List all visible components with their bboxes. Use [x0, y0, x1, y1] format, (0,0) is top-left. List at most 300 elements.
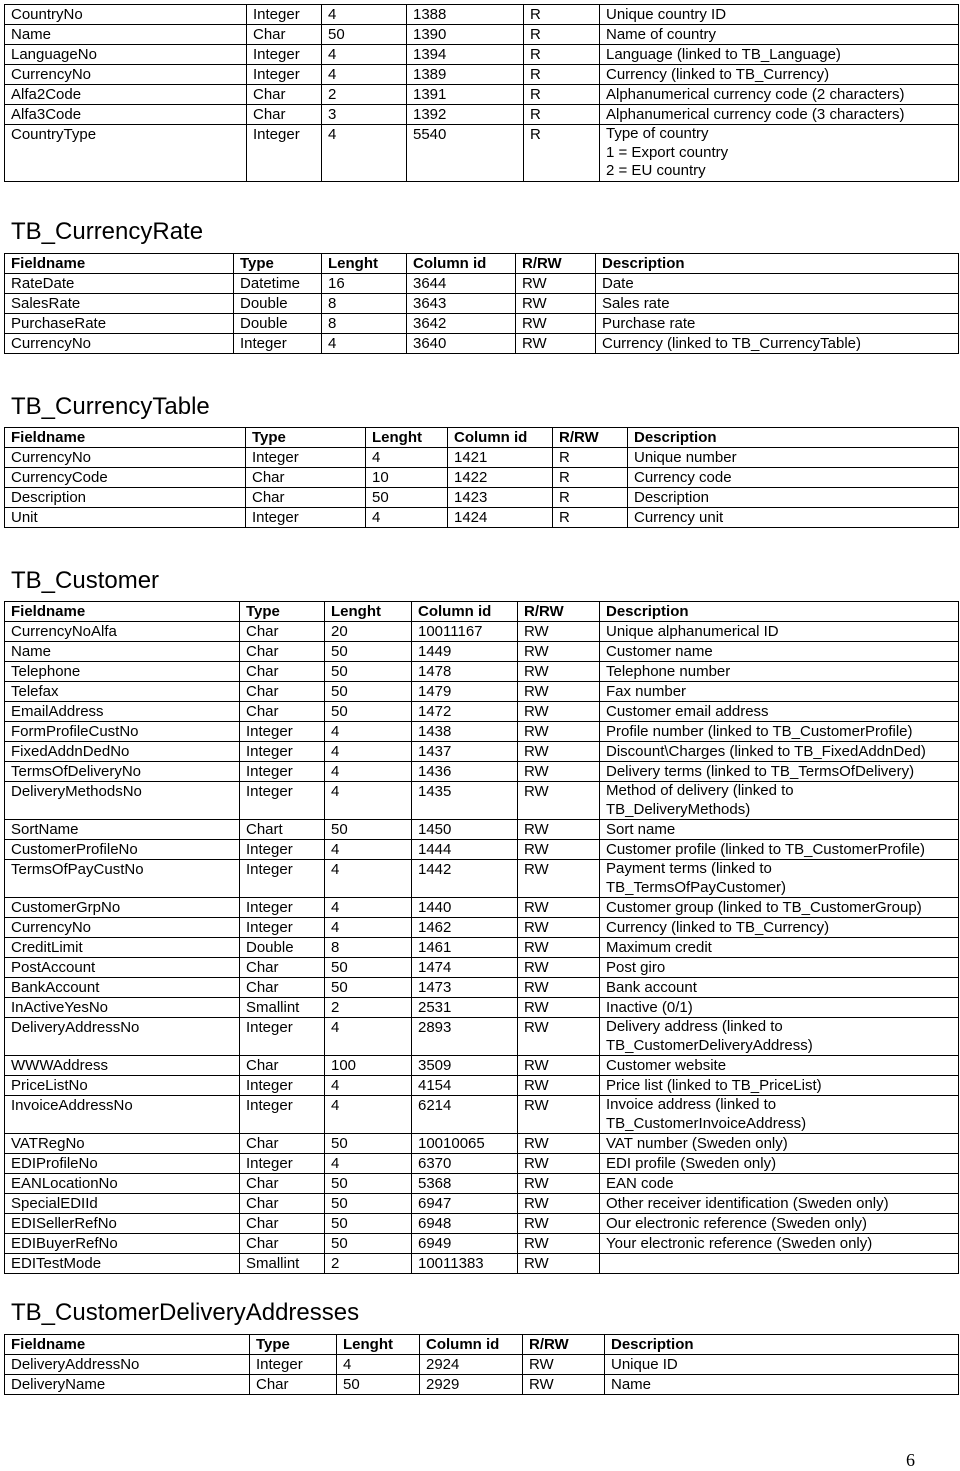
cell-fieldname: InvoiceAddressNo — [5, 1096, 240, 1134]
cell-column-id: 1474 — [412, 958, 518, 978]
cell-description: Price list (linked to TB_PriceList) — [600, 1076, 959, 1096]
cell-fieldname: EmailAddress — [5, 702, 240, 722]
cell-type: Char — [240, 1174, 325, 1194]
cell-description: Currency unit — [628, 508, 959, 528]
cell-description: Unique alphanumerical ID — [600, 622, 959, 642]
cell-description: Type of country 1 = Export country 2 = EU country — [600, 125, 959, 182]
cell-type: Integer — [240, 918, 325, 938]
table-row — [5, 958, 959, 978]
cell-fieldname: EDITestMode — [5, 1254, 240, 1274]
cell-length: 8 — [325, 938, 412, 958]
cell-length: 20 — [325, 622, 412, 642]
cell-type: Char — [240, 1234, 325, 1254]
cell-type: Integer — [240, 860, 325, 898]
cell-type: Integer — [246, 508, 366, 528]
cell-column-id: 6214 — [412, 1096, 518, 1134]
cell-description: Customer name — [600, 642, 959, 662]
cell-access: RW — [518, 702, 600, 722]
table-row — [5, 5, 959, 25]
cell-length: 4 — [325, 762, 412, 782]
cell-description: Currency (linked to TB_Currency) — [600, 918, 959, 938]
cell-type: Char — [240, 958, 325, 978]
cell-description: EDI profile (Sweden only) — [600, 1154, 959, 1174]
cell-type: Datetime — [234, 274, 322, 294]
cell-access: RW — [518, 1194, 600, 1214]
cell-length: 50 — [325, 1234, 412, 1254]
cell-fieldname: FormProfileCustNo — [5, 722, 240, 742]
cell-fieldname: Alfa3Code — [5, 105, 247, 125]
cell-access: R — [553, 488, 628, 508]
cell-fieldname: SortName — [5, 820, 240, 840]
column-header-column-id: Column id — [420, 1335, 523, 1355]
cell-fieldname: PurchaseRate — [5, 314, 234, 334]
cell-fieldname: Name — [5, 642, 240, 662]
column-header-access: R/RW — [553, 428, 628, 448]
cell-description: Customer profile (linked to TB_CustomerProfile) — [600, 840, 959, 860]
cell-access: RW — [518, 898, 600, 918]
section-title-currencyrate: TB_CurrencyRate — [11, 218, 204, 245]
cell-fieldname: CurrencyNoAlfa — [5, 622, 240, 642]
cell-type: Char — [240, 662, 325, 682]
cell-access: RW — [518, 1174, 600, 1194]
cell-fieldname: VATRegNo — [5, 1134, 240, 1154]
cell-length: 3 — [322, 105, 407, 125]
cell-column-id: 1392 — [407, 105, 524, 125]
column-header-column-id: Column id — [407, 254, 516, 274]
cell-description: Bank account — [600, 978, 959, 998]
table-row — [5, 1076, 959, 1096]
table-row — [5, 722, 959, 742]
cell-description: Method of delivery (linked to TB_DeliveryMethods) — [600, 782, 959, 820]
table-row — [5, 898, 959, 918]
cell-type: Integer — [240, 782, 325, 820]
cell-column-id: 2531 — [412, 998, 518, 1018]
cell-type: Char — [246, 468, 366, 488]
cell-fieldname: Telefax — [5, 682, 240, 702]
cell-length: 50 — [325, 682, 412, 702]
currencytable-table — [4, 427, 959, 528]
cell-length: 2 — [325, 998, 412, 1018]
cell-type: Chart — [240, 820, 325, 840]
cell-fieldname: EDISellerRefNo — [5, 1214, 240, 1234]
cell-access: R — [553, 468, 628, 488]
cell-description: Payment terms (linked to TB_TermsOfPayCustomer) — [600, 860, 959, 898]
cell-access: RW — [523, 1355, 605, 1375]
cell-type: Char — [240, 682, 325, 702]
cell-description: Sales rate — [596, 294, 959, 314]
cell-column-id: 2924 — [420, 1355, 523, 1375]
table-row — [5, 25, 959, 45]
cell-description: Alphanumerical currency code (3 characters) — [600, 105, 959, 125]
cell-length: 8 — [322, 294, 407, 314]
cell-access: RW — [516, 294, 596, 314]
cell-access: RW — [518, 1134, 600, 1154]
table-row — [5, 1154, 959, 1174]
cell-length: 16 — [322, 274, 407, 294]
cell-access: RW — [518, 860, 600, 898]
cell-length: 50 — [325, 1194, 412, 1214]
cell-column-id: 1479 — [412, 682, 518, 702]
cell-column-id: 10011167 — [412, 622, 518, 642]
cell-description: Post giro — [600, 958, 959, 978]
cell-length: 4 — [366, 508, 448, 528]
cell-type: Integer — [247, 5, 322, 25]
customer-table — [4, 601, 959, 1274]
table-row — [5, 840, 959, 860]
cell-access: RW — [518, 1254, 600, 1274]
cell-type: Integer — [240, 898, 325, 918]
table-row — [5, 860, 959, 898]
table-row — [5, 85, 959, 105]
cell-length: 100 — [325, 1056, 412, 1076]
column-header-access: R/RW — [523, 1335, 605, 1355]
cell-description: Currency (linked to TB_Currency) — [600, 65, 959, 85]
cell-column-id: 1462 — [412, 918, 518, 938]
cell-column-id: 1390 — [407, 25, 524, 45]
cell-column-id: 1473 — [412, 978, 518, 998]
cell-column-id: 1436 — [412, 762, 518, 782]
table-row — [5, 1214, 959, 1234]
cell-access: RW — [518, 722, 600, 742]
cell-description: Our electronic reference (Sweden only) — [600, 1214, 959, 1234]
cell-access: R — [553, 448, 628, 468]
table-row — [5, 1194, 959, 1214]
table-row — [5, 1134, 959, 1154]
cell-length: 4 — [322, 5, 407, 25]
cell-fieldname: Unit — [5, 508, 246, 528]
cell-fieldname: CurrencyNo — [5, 65, 247, 85]
cell-type: Integer — [246, 448, 366, 468]
cell-access: R — [524, 65, 600, 85]
table-row — [5, 1018, 959, 1056]
cell-column-id: 1438 — [412, 722, 518, 742]
cell-length: 4 — [325, 722, 412, 742]
cell-type: Integer — [234, 334, 322, 354]
cell-fieldname: EANLocationNo — [5, 1174, 240, 1194]
column-header-type: Type — [250, 1335, 337, 1355]
cell-column-id: 1444 — [412, 840, 518, 860]
cell-description: VAT number (Sweden only) — [600, 1134, 959, 1154]
cell-length: 4 — [322, 65, 407, 85]
table-row — [5, 938, 959, 958]
cell-access: RW — [518, 1234, 600, 1254]
cell-fieldname: TermsOfPayCustNo — [5, 860, 240, 898]
cell-column-id: 10010065 — [412, 1134, 518, 1154]
cell-fieldname: CustomerProfileNo — [5, 840, 240, 860]
cell-fieldname: CurrencyNo — [5, 448, 246, 468]
cell-fieldname: DeliveryMethodsNo — [5, 782, 240, 820]
column-header-fieldname: Fieldname — [5, 602, 240, 622]
cell-column-id: 5540 — [407, 125, 524, 182]
cell-length: 4 — [322, 334, 407, 354]
cell-column-id: 3509 — [412, 1056, 518, 1076]
cell-column-id: 6949 — [412, 1234, 518, 1254]
cell-description: Date — [596, 274, 959, 294]
cell-type: Integer — [247, 45, 322, 65]
cell-access: RW — [518, 1076, 600, 1096]
cell-access: RW — [518, 1056, 600, 1076]
cell-fieldname: PostAccount — [5, 958, 240, 978]
table-row — [5, 488, 959, 508]
table-row — [5, 998, 959, 1018]
cell-fieldname: SalesRate — [5, 294, 234, 314]
cell-description: Sort name — [600, 820, 959, 840]
cell-type: Integer — [247, 65, 322, 85]
cell-description: Alphanumerical currency code (2 characters) — [600, 85, 959, 105]
table-row — [5, 468, 959, 488]
cell-description: Unique number — [628, 448, 959, 468]
column-header-description: Description — [596, 254, 959, 274]
cell-description: Your electronic reference (Sweden only) — [600, 1234, 959, 1254]
cell-fieldname: RateDate — [5, 274, 234, 294]
table-row — [5, 642, 959, 662]
cell-fieldname: Alfa2Code — [5, 85, 247, 105]
table-row — [5, 45, 959, 65]
table-row — [5, 782, 959, 820]
cell-type: Double — [234, 314, 322, 334]
cell-column-id: 1435 — [412, 782, 518, 820]
cell-access: RW — [516, 274, 596, 294]
cell-type: Char — [247, 25, 322, 45]
cell-access: RW — [518, 1018, 600, 1056]
column-header-column-id: Column id — [412, 602, 518, 622]
cell-column-id: 1391 — [407, 85, 524, 105]
cell-fieldname: CustomerGrpNo — [5, 898, 240, 918]
cell-fieldname: InActiveYesNo — [5, 998, 240, 1018]
cell-length: 4 — [325, 840, 412, 860]
cell-fieldname: CountryType — [5, 125, 247, 182]
cell-column-id: 6948 — [412, 1214, 518, 1234]
cell-column-id: 4154 — [412, 1076, 518, 1096]
cell-description: EAN code — [600, 1174, 959, 1194]
cell-type: Char — [240, 622, 325, 642]
column-header-description: Description — [605, 1335, 959, 1355]
cell-column-id: 1424 — [448, 508, 553, 528]
cell-access: RW — [518, 1096, 600, 1134]
cell-length: 50 — [325, 702, 412, 722]
cell-fieldname: CountryNo — [5, 5, 247, 25]
section-title-customer: TB_Customer — [11, 567, 160, 594]
cell-description: Invoice address (linked to TB_CustomerInvoiceAddress) — [600, 1096, 959, 1134]
cell-description: Customer group (linked to TB_CustomerGroup) — [600, 898, 959, 918]
table-row — [5, 762, 959, 782]
cell-column-id: 1422 — [448, 468, 553, 488]
cell-fieldname: CurrencyNo — [5, 918, 240, 938]
cell-length: 8 — [322, 314, 407, 334]
cell-description: Telephone number — [600, 662, 959, 682]
cell-access: R — [524, 25, 600, 45]
cell-access: RW — [518, 1214, 600, 1234]
cell-type: Integer — [240, 1076, 325, 1096]
cell-access: RW — [518, 958, 600, 978]
cell-description: Purchase rate — [596, 314, 959, 334]
cell-length: 50 — [325, 978, 412, 998]
table-row — [5, 314, 959, 334]
cell-type: Char — [240, 702, 325, 722]
cell-fieldname: BankAccount — [5, 978, 240, 998]
cell-length: 50 — [325, 958, 412, 978]
cell-access: RW — [516, 314, 596, 334]
cell-access: RW — [518, 762, 600, 782]
column-header-fieldname: Fieldname — [5, 1335, 250, 1355]
cell-access: R — [553, 508, 628, 528]
cell-description: Delivery terms (linked to TB_TermsOfDelivery) — [600, 762, 959, 782]
table-row — [5, 1056, 959, 1076]
column-header-column-id: Column id — [448, 428, 553, 448]
cell-length: 4 — [325, 898, 412, 918]
table-row — [5, 742, 959, 762]
cell-type: Char — [240, 1194, 325, 1214]
cell-length: 50 — [322, 25, 407, 45]
cell-type: Double — [240, 938, 325, 958]
cell-type: Char — [240, 1134, 325, 1154]
cell-description: Profile number (linked to TB_CustomerProfile) — [600, 722, 959, 742]
column-header-length: Lenght — [325, 602, 412, 622]
cell-description — [600, 1254, 959, 1274]
cell-access: R — [524, 85, 600, 105]
cell-description: Unique ID — [605, 1355, 959, 1375]
cell-column-id: 1423 — [448, 488, 553, 508]
table-row — [5, 1096, 959, 1134]
section-title-currencytable: TB_CurrencyTable — [11, 393, 210, 420]
cell-type: Char — [240, 978, 325, 998]
cell-column-id: 5368 — [412, 1174, 518, 1194]
cell-length: 4 — [366, 448, 448, 468]
cell-description: Customer email address — [600, 702, 959, 722]
section-title-customerdeliveryaddresses: TB_CustomerDeliveryAddresses — [11, 1299, 360, 1326]
column-header-type: Type — [240, 602, 325, 622]
cell-fieldname: Description — [5, 488, 246, 508]
cell-type: Integer — [247, 125, 322, 182]
cell-access: RW — [518, 978, 600, 998]
cell-length: 4 — [325, 782, 412, 820]
cell-length: 4 — [325, 1096, 412, 1134]
cell-length: 50 — [325, 642, 412, 662]
cell-type: Double — [234, 294, 322, 314]
cell-type: Integer — [240, 840, 325, 860]
column-header-length: Lenght — [322, 254, 407, 274]
cell-fieldname: DeliveryAddressNo — [5, 1355, 250, 1375]
cell-column-id: 1440 — [412, 898, 518, 918]
cell-column-id: 10011383 — [412, 1254, 518, 1274]
cell-access: RW — [518, 840, 600, 860]
cell-length: 4 — [337, 1355, 420, 1375]
cell-type: Integer — [240, 1154, 325, 1174]
cell-column-id: 1472 — [412, 702, 518, 722]
cell-access: R — [524, 5, 600, 25]
cell-length: 4 — [322, 45, 407, 65]
cell-column-id: 3643 — [407, 294, 516, 314]
cell-fieldname: EDIBuyerRefNo — [5, 1234, 240, 1254]
cell-length: 4 — [325, 1154, 412, 1174]
cell-description: Unique country ID — [600, 5, 959, 25]
currencyrate-table — [4, 253, 959, 354]
cell-column-id: 1478 — [412, 662, 518, 682]
cell-type: Char — [246, 488, 366, 508]
cell-access: RW — [518, 742, 600, 762]
cell-type: Char — [240, 1214, 325, 1234]
table-row — [5, 820, 959, 840]
cell-access: RW — [518, 820, 600, 840]
cell-column-id: 1461 — [412, 938, 518, 958]
cell-access: RW — [518, 998, 600, 1018]
cell-column-id: 3642 — [407, 314, 516, 334]
table-row — [5, 662, 959, 682]
table-row — [5, 622, 959, 642]
table-row — [5, 508, 959, 528]
cell-description: Delivery address (linked to TB_CustomerDeliveryAddress) — [600, 1018, 959, 1056]
cell-fieldname: TermsOfDeliveryNo — [5, 762, 240, 782]
cell-length: 50 — [337, 1375, 420, 1395]
cell-description: Name — [605, 1375, 959, 1395]
cell-column-id: 3640 — [407, 334, 516, 354]
cell-type: Integer — [240, 1018, 325, 1056]
cell-access: RW — [523, 1375, 605, 1395]
cell-length: 4 — [325, 860, 412, 898]
cell-access: R — [524, 125, 600, 182]
cell-column-id: 1394 — [407, 45, 524, 65]
cell-length: 2 — [322, 85, 407, 105]
cell-description: Inactive (0/1) — [600, 998, 959, 1018]
cell-description: Customer website — [600, 1056, 959, 1076]
cell-type: Integer — [240, 1096, 325, 1134]
cell-access: R — [524, 45, 600, 65]
cell-column-id: 2893 — [412, 1018, 518, 1056]
table-row — [5, 1375, 959, 1395]
cell-fieldname: DeliveryAddressNo — [5, 1018, 240, 1056]
cell-access: RW — [518, 682, 600, 702]
cell-length: 4 — [325, 742, 412, 762]
cell-access: RW — [518, 1154, 600, 1174]
cell-column-id: 3644 — [407, 274, 516, 294]
cell-type: Char — [247, 85, 322, 105]
cell-column-id: 6370 — [412, 1154, 518, 1174]
cell-fieldname: Telephone — [5, 662, 240, 682]
country-table — [4, 4, 959, 182]
column-header-access: R/RW — [516, 254, 596, 274]
cell-column-id: 2929 — [420, 1375, 523, 1395]
cell-fieldname: FixedAddnDedNo — [5, 742, 240, 762]
table-row — [5, 274, 959, 294]
cell-access: RW — [518, 782, 600, 820]
cell-length: 4 — [325, 918, 412, 938]
table-row — [5, 918, 959, 938]
table-row — [5, 65, 959, 85]
column-header-type: Type — [246, 428, 366, 448]
cell-description: Fax number — [600, 682, 959, 702]
cell-column-id: 1437 — [412, 742, 518, 762]
column-header-fieldname: Fieldname — [5, 254, 234, 274]
cell-type: Integer — [240, 742, 325, 762]
table-row — [5, 978, 959, 998]
cell-description: Maximum credit — [600, 938, 959, 958]
cell-length: 4 — [322, 125, 407, 182]
cell-description: Currency code — [628, 468, 959, 488]
column-header-length: Lenght — [366, 428, 448, 448]
table-row — [5, 1254, 959, 1274]
cell-type: Smallint — [240, 1254, 325, 1274]
cell-length: 50 — [325, 820, 412, 840]
cell-column-id: 1449 — [412, 642, 518, 662]
table-row — [5, 1355, 959, 1375]
cell-description: Language (linked to TB_Language) — [600, 45, 959, 65]
cell-description: Other receiver identification (Sweden only) — [600, 1194, 959, 1214]
table-row — [5, 105, 959, 125]
cell-type: Integer — [240, 722, 325, 742]
cell-type: Integer — [250, 1355, 337, 1375]
cell-length: 50 — [325, 1134, 412, 1154]
page-number: 6 — [906, 1450, 915, 1470]
